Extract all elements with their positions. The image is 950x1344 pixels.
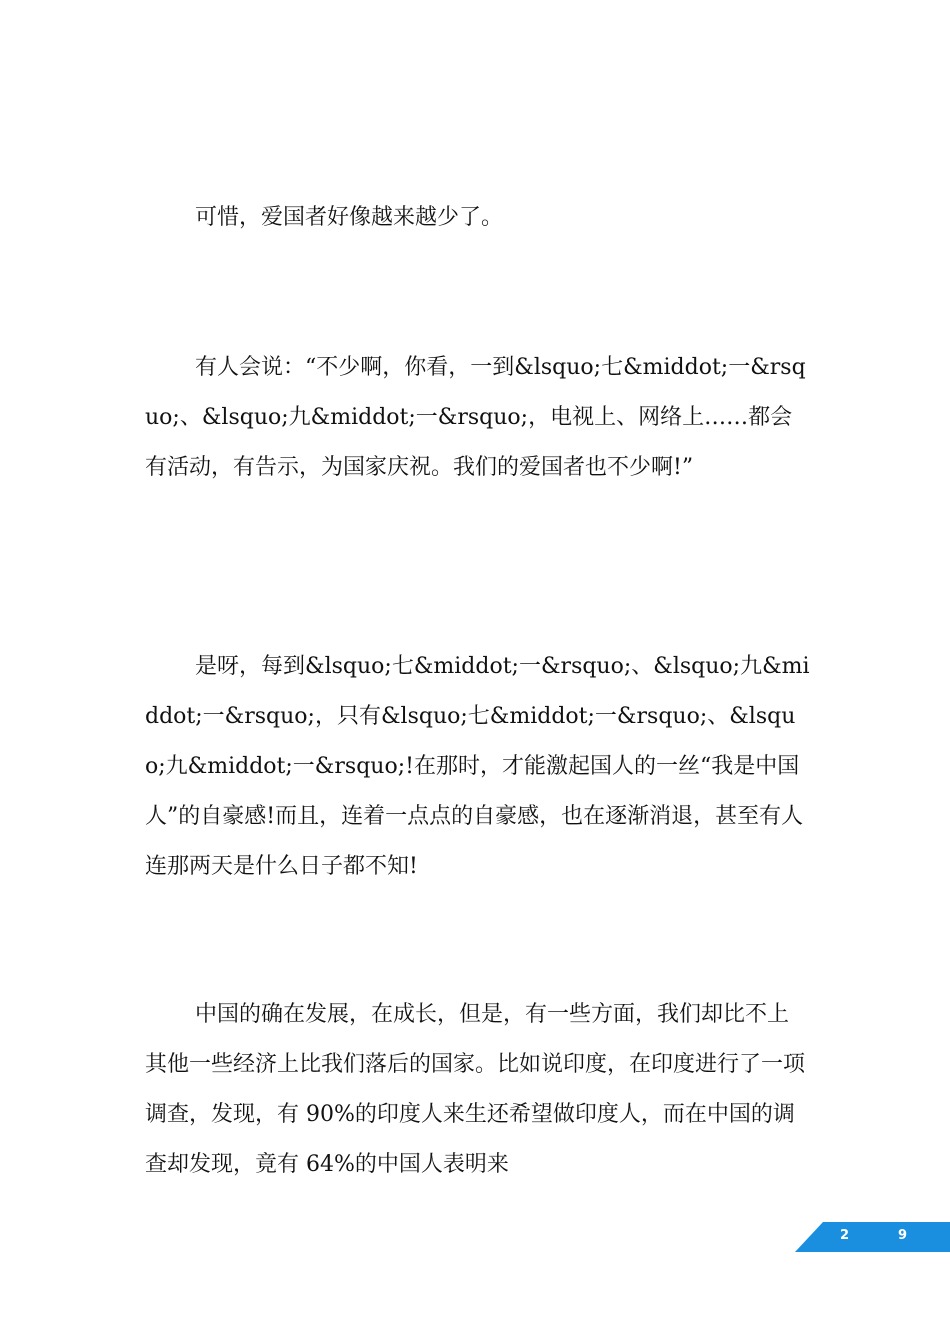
paragraph-1: 可惜，爱国者好像越来越少了。 — [195, 205, 504, 230]
paragraph-2: 有人会说：“不少啊，你看，一到&lsquo;七&middot;一&rsquo;、&lsquo;九&middot;一&rsquo;，电视上、网络上……都会有活动，有告示，为国家庆祝。我们的爱国者也不少啊!” — [145, 355, 806, 480]
paragraph-3: 是呀，每到&lsquo;七&middot;一&rsquo;、&lsquo;九&middot;一&rsquo;，只有&lsquo;七&middot;一&rsquo;、&lsquo;九&middot;一&rsquo;!在那时，才能激起国人的一丝“我是中国人”的自豪感!而且，连着一点点的自豪感，也在逐渐消退，甚至有人连那两天是什么日子都不知! — [145, 654, 810, 879]
page-number-digit-2: 9 — [898, 1228, 908, 1243]
page-number-digit-1: 2 — [840, 1228, 850, 1243]
paragraph-4: 中国的确在发展，在成长，但是，有一些方面，我们却比不上其他一些经济上比我们落后的国家。比如说印度，在印度进行了一项调查，发现，有 90%的印度人来生还希望做印度人，而在中国的调查却发现，竟有 64%的中国人表明来 — [145, 1002, 806, 1177]
page-number-band — [795, 1222, 950, 1252]
